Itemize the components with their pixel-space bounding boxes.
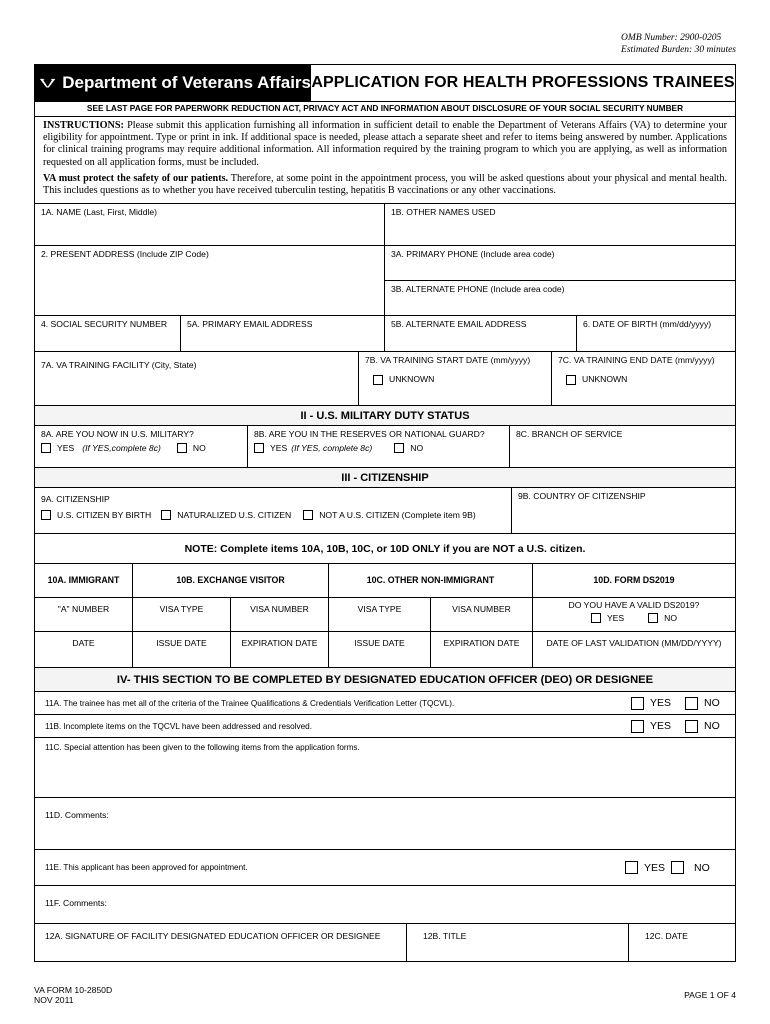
label-1a: 1A. NAME (Last, First, Middle)	[41, 207, 158, 218]
label-7a: 7A. VA TRAINING FACILITY (City, State)	[41, 360, 197, 371]
label-1b: 1B. OTHER NAMES USED	[391, 207, 496, 218]
label-11e: 11E. This applicant has been approved for appointment.	[45, 863, 248, 873]
label-12c: 12C. DATE	[645, 931, 688, 942]
oni-expiration-date-field[interactable]	[431, 632, 533, 667]
section-3-title: III - CITIZENSHIP	[34, 468, 736, 488]
row-11e	[34, 850, 736, 886]
application-form	[34, 64, 736, 962]
not-citizen-label: NOT A U.S. CITIZEN (Complete item 9B)	[319, 510, 476, 521]
table10-row1	[34, 598, 736, 632]
unknown-start-label: UNKNOWN	[389, 374, 435, 385]
11e-no-label: NO	[694, 861, 710, 874]
11b-no-label: NO	[704, 720, 720, 733]
label-2: 2. PRESENT ADDRESS (Include ZIP Code)	[41, 249, 209, 260]
field-3a-primary-phone[interactable]	[385, 246, 735, 281]
instructions-lead: INSTRUCTIONS:	[43, 120, 124, 131]
label-11f: 11F. Comments:	[45, 898, 107, 909]
ev-visa-number-field[interactable]	[231, 598, 329, 631]
8a-no-label: NO	[192, 443, 206, 454]
oni-issue-date-label: ISSUE DATE	[354, 638, 405, 649]
row-address-phone	[34, 246, 736, 316]
header-10c: 10C. OTHER NON-IMMIGRANT	[329, 564, 533, 597]
8a-no-checkbox[interactable]	[177, 443, 187, 453]
form-date: NOV 2011	[34, 995, 74, 1005]
field-1b-other-names[interactable]	[385, 204, 735, 245]
field-5a-primary-email[interactable]	[181, 316, 385, 351]
label-3a: 3A. PRIMARY PHONE (Include area code)	[391, 249, 555, 260]
11b-yes-label: YES	[650, 720, 672, 733]
oni-expiration-date-label: EXPIRATION DATE	[443, 638, 520, 649]
8a-ifyes-note: (If YES,complete 8c)	[82, 443, 161, 454]
field-11c-special-attention[interactable]	[34, 738, 736, 798]
header-10b: 10B. EXCHANGE VISITOR	[133, 564, 329, 597]
row-signature	[34, 924, 736, 962]
11b-no-checkbox[interactable]	[685, 720, 698, 733]
immigrant-date-field[interactable]	[35, 632, 133, 667]
oni-issue-date-field[interactable]	[329, 632, 431, 667]
naturalized-checkbox[interactable]	[161, 510, 171, 520]
label-11a: 11A. The trainee has met all of the criteria of the Trainee Qualifications & Credentials Verification Letter (TQCVL).	[45, 698, 455, 708]
11e-no-checkbox[interactable]	[671, 861, 684, 874]
label-11d: 11D. Comments:	[45, 810, 109, 821]
form-header	[34, 64, 736, 101]
label-9b: 9B. COUNTRY OF CITIZENSHIP	[518, 491, 646, 502]
naturalized-label: NATURALIZED U.S. CITIZEN	[177, 510, 292, 521]
ev-visa-type-field[interactable]	[133, 598, 231, 631]
ds2019-yes-label: YES	[606, 613, 625, 624]
ds2019-no-label: NO	[664, 613, 678, 624]
field-12c-date[interactable]	[629, 924, 735, 961]
label-11c: 11C. Special attention has been given to the following items from the application forms.	[45, 743, 360, 753]
field-9b-country[interactable]	[512, 488, 735, 533]
safety-lead: VA must protect the safety of our patients.	[43, 172, 229, 184]
ds2019-validation-label: DATE OF LAST VALIDATION (MM/DD/YYYY)	[546, 638, 722, 649]
form-title: APPLICATION FOR HEALTH PROFESSIONS TRAINEES	[311, 74, 735, 91]
11a-yes-checkbox[interactable]	[631, 697, 644, 710]
ev-issue-date-label: ISSUE DATE	[156, 638, 207, 649]
instructions	[34, 117, 736, 204]
ds2019-valid-field	[533, 598, 735, 631]
label-4: 4. SOCIAL SECURITY NUMBER	[41, 319, 168, 330]
field-5b-alternate-email[interactable]	[385, 316, 577, 351]
field-2-address[interactable]	[35, 246, 385, 315]
ev-issue-date-field[interactable]	[133, 632, 231, 667]
row-training	[34, 352, 736, 406]
field-7b-start-date[interactable]	[359, 352, 552, 405]
label-6: 6. DATE OF BIRTH (mm/dd/yyyy)	[583, 319, 712, 330]
label-8c: 8C. BRANCH OF SERVICE	[516, 429, 623, 440]
section-4-title: IV- THIS SECTION TO BE COMPLETED BY DESIGNATED EDUCATION OFFICER (DEO) OR DESIGNEE	[34, 668, 736, 692]
not-citizen-checkbox[interactable]	[303, 510, 313, 520]
omb-block	[621, 32, 736, 56]
8b-no-label: NO	[410, 443, 424, 454]
field-3b-alternate-phone[interactable]	[385, 281, 735, 297]
field-12a-signature[interactable]	[35, 924, 407, 961]
omb-number: OMB Number: 2900-0205	[621, 33, 722, 43]
citizenship-note: NOTE: Complete items 10A, 10B, 10C, or 10D ONLY if you are NOT a U.S. citizen.	[34, 534, 736, 564]
disclosure-notice: SEE LAST PAGE FOR PAPERWORK REDUCTION ACT, PRIVACY ACT AND INFORMATION ABOUT DISCLOSURE OF YOUR SOCIAL SECURITY NUMBER	[34, 101, 736, 117]
field-12b-title[interactable]	[407, 924, 629, 961]
ev-expiration-date-field[interactable]	[231, 632, 329, 667]
label-12a: 12A. SIGNATURE OF FACILITY DESIGNATED EDUCATION OFFICER OR DESIGNEE	[45, 931, 381, 942]
11e-yes-checkbox[interactable]	[625, 861, 638, 874]
11b-yes-checkbox[interactable]	[631, 720, 644, 733]
11a-no-label: NO	[704, 697, 720, 710]
a-number-label: "A" NUMBER	[57, 604, 110, 615]
estimated-burden: Estimated Burden: 30 minutes	[621, 45, 736, 55]
ds2019-validation-field[interactable]	[533, 632, 735, 667]
row-11b	[34, 715, 736, 738]
phone-group	[385, 246, 735, 315]
citizen-by-birth-checkbox[interactable]	[41, 510, 51, 520]
label-3b: 3B. ALTERNATE PHONE (Include area code)	[391, 284, 565, 295]
unknown-end-label: UNKNOWN	[582, 374, 628, 385]
field-7c-end-date[interactable]	[552, 352, 735, 405]
oni-visa-number-field[interactable]	[431, 598, 533, 631]
field-8b-reserves	[248, 426, 510, 467]
8b-yes-label: YES	[270, 443, 288, 454]
8a-yes-checkbox[interactable]	[41, 443, 51, 453]
8a-yes-label: YES	[57, 443, 75, 454]
field-8a-military	[35, 426, 248, 467]
label-5a: 5A. PRIMARY EMAIL ADDRESS	[187, 319, 313, 330]
8b-yes-checkbox[interactable]	[254, 443, 264, 453]
a-number-field[interactable]	[35, 598, 133, 631]
label-8b: 8B. ARE YOU IN THE RESERVES OR NATIONAL GUARD?	[254, 429, 485, 440]
ds2019-question: DO YOU HAVE A VALID DS2019?	[568, 600, 700, 611]
form-footer	[34, 985, 112, 1005]
instructions-text: Please submit this application furnishing all information in sufficient detail to enable the Department of Veterans Affairs (VA) to determine your eligibility for appointment. Type or print in ink. If additional space is needed, please attach a separate sheet and refer to items being answered by number. Applications for clinical training programs may require additional information. All information required by the training program to which you are applying, as well as information requested on all application forms, must be included.	[43, 120, 727, 168]
field-7a-facility[interactable]	[35, 352, 359, 405]
oni-visa-type-label: VISA TYPE	[357, 604, 402, 615]
unknown-end-checkbox[interactable]	[566, 375, 576, 385]
8b-ifyes-note: (If YES, complete 8c)	[291, 443, 373, 454]
row-names	[34, 204, 736, 246]
row-citizenship	[34, 488, 736, 534]
11a-no-checkbox[interactable]	[685, 697, 698, 710]
table10-header	[34, 564, 736, 598]
immigrant-date-label: DATE	[72, 638, 95, 649]
ev-visa-type-label: VISA TYPE	[159, 604, 204, 615]
field-11d-comments[interactable]	[34, 798, 736, 850]
oni-visa-type-field[interactable]	[329, 598, 431, 631]
unknown-start-checkbox[interactable]	[373, 375, 383, 385]
ev-expiration-date-label: EXPIRATION DATE	[241, 638, 318, 649]
row-ssn-email	[34, 316, 736, 352]
header-10d: 10D. FORM DS2019	[593, 575, 675, 586]
form-number: VA FORM 10-2850D	[34, 985, 113, 995]
ev-visa-number-label: VISA NUMBER	[250, 604, 309, 615]
header-10a: 10A. IMMIGRANT	[35, 564, 133, 597]
ds2019-no-checkbox[interactable]	[648, 613, 658, 623]
citizen-by-birth-label: U.S. CITIZEN BY BIRTH	[57, 510, 152, 521]
table10-row2	[34, 632, 736, 668]
row-11a	[34, 692, 736, 715]
8b-no-checkbox[interactable]	[394, 443, 404, 453]
agency-name: Department of Veterans Affairs	[62, 73, 311, 92]
11e-yes-label: YES	[644, 861, 666, 874]
field-11f-comments[interactable]	[34, 886, 736, 924]
safety-text: Therefore, at some point in the appointment process, you will be asked questions about your physical and mental health. This includes questions as to whether you have received tuberculin testing, hepatitis B vaccinations or any other vaccinations.	[43, 172, 728, 197]
label-11b: 11B. Incomplete items on the TQCVL have been addressed and resolved.	[45, 721, 313, 731]
label-12b: 12B. TITLE	[423, 931, 467, 942]
field-6-dob[interactable]	[577, 316, 735, 351]
field-9a-citizenship	[35, 488, 512, 533]
va-logo	[35, 65, 311, 101]
field-1a-name[interactable]	[35, 204, 385, 245]
label-5b: 5B. ALTERNATE EMAIL ADDRESS	[391, 319, 527, 330]
field-4-ssn[interactable]	[35, 316, 181, 351]
label-9a: 9A. CITIZENSHIP	[41, 494, 110, 505]
label-7b: 7B. VA TRAINING START DATE (mm/yyyy)	[365, 355, 531, 366]
11a-yes-label: YES	[650, 697, 672, 710]
oni-visa-number-label: VISA NUMBER	[452, 604, 511, 615]
va-seal-icon	[39, 70, 56, 96]
ds2019-yes-checkbox[interactable]	[591, 613, 601, 623]
page-number: PAGE 1 OF 4	[684, 990, 736, 1000]
label-8a: 8A. ARE YOU NOW IN U.S. MILITARY?	[41, 429, 194, 440]
field-8c-branch[interactable]	[510, 426, 735, 467]
label-7c: 7C. VA TRAINING END DATE (mm/yyyy)	[558, 355, 715, 366]
section-2-title: II - U.S. MILITARY DUTY STATUS	[34, 406, 736, 426]
row-military	[34, 426, 736, 468]
